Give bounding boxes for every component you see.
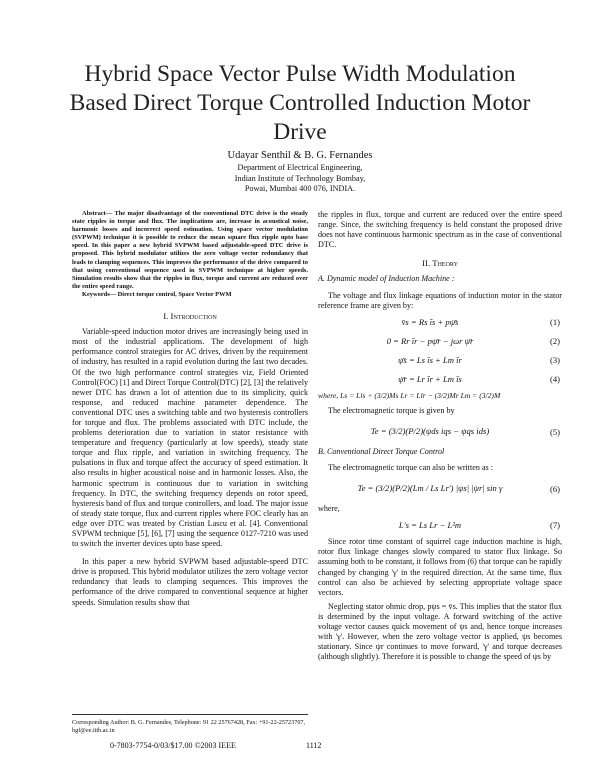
- affiliation-dept: Department of Electrical Engineering,: [237, 163, 363, 172]
- equation-4-body: ψ̄r = Lr īr + Lm īs: [398, 373, 462, 384]
- right-paragraph-1: the ripples in flux, torque and current are reduced over the entire speed range. Since, the switching frequency is held constant the proposed drive does not have continuous harmonic spectrum as in the case of conventional DTC.: [318, 210, 562, 250]
- equation-7: [318, 518, 562, 534]
- equation-5-body: Te = (3/2)(P/2)(ψds iqs − ψqs ids): [370, 425, 490, 436]
- equation-1-number: (1): [549, 316, 560, 327]
- section-heading-theory: II. Theory: [422, 258, 458, 269]
- keywords: Keywords— Direct torque control, Space Vector PWM: [82, 290, 232, 298]
- equation-2: [318, 334, 562, 350]
- footer-isbn: 0-7803-7754-0/03/$17.00 ©2003 IEEE: [110, 741, 236, 750]
- intro-paragraph-2: In this paper a new hybrid SVPWM based adjustable-speed DTC drive is proposed. This hybrid modulator utilizes the zero voltage vector redundancy that leads to clamping sequences. This improves the performance of the drive compared to conventional sequence at higher speeds. Simulation results show that: [72, 557, 308, 607]
- footnote: Corresponding Author: B. G. Fernandes, Telephone: 91 22 25767428, Fax: +91-22-25723707, bgf@ee.iitb.ac.in: [72, 714, 308, 735]
- dtc-intro: The electromagnetic torque can also be written as :: [328, 463, 493, 473]
- equation-1: [318, 315, 562, 331]
- subsection-heading-b: B. Conventional Direct Torque Control: [318, 446, 445, 456]
- right-column: [318, 210, 562, 666]
- equation-2-number: (2): [549, 335, 560, 346]
- equation-4: [318, 372, 562, 388]
- affiliation: [150, 163, 450, 195]
- where-label: where,: [318, 504, 340, 514]
- subsection-heading-a: A. Dynamic model of Induction Machine :: [318, 274, 455, 284]
- equation-2-body: 0 = Rr īr − pψ̄r − jωr ψ̄r: [386, 335, 474, 346]
- intro-paragraph-1: Variable-speed induction motor drives are increasingly being used in most of the industrial applications. The development of high performance control strategies for AC drives, driven by the requirement of industry, has resulted in a rapid evolution during the last two decades. Of the two high performance control strategies viz, Field Oriented Control(FOC) [1] and Direct Torque Control(DTC) [2], [3] the relatively newer DTC has drawn a lot of attention due to its simplicity, quick response, and reduced machine parameter dependence. The conventional DTC uses a switching table and two hysteresis controllers for torque and flux. The problems associated with DTC include, the problems deterioration due to variation in stator resistance with temperature and frequency (particularly at low speeds), steady state torque and flux ripple, and variation in switching frequency. The pulsations in flux and torque affect the accuracy of speed estimation. It also results in higher acoustical noise and in harmonic losses. Also, the harmonic spectrum is continuous due to variation in switching frequency. In DTC, the switching frequency depends on rotor speed, hysteresis band of flux and torque controllers, and load. The major issue of steady state torque, flux and current ripples where FOC clearly has an edge over DTC was treated by Cristian Lascu et al. [4]. Conventional SVPWM technique [5], [6], [7] using the sequence 0127-7210 was used to switch the inverter devices upto base speed.: [72, 327, 308, 549]
- equation-7-body: L′s = Ls Lr − L²m: [398, 520, 462, 531]
- equation-6-number: (6): [549, 484, 560, 495]
- authors: Udayar Senthil & B. G. Fernandes: [227, 150, 373, 161]
- equation-4-number: (4): [549, 373, 560, 384]
- affiliation-institute: Indian Institute of Technology Bombay,: [234, 173, 366, 183]
- left-column: [72, 210, 308, 612]
- equation-3-number: (3): [549, 354, 560, 365]
- theory-paragraph: The voltage and flux linkage equations of induction motor in the stator reference frame are given by:: [318, 290, 562, 310]
- affiliation-address: Powai, Mumbai 400 076, INDIA.: [244, 184, 356, 193]
- title-line-2: Based Direct Torque Controlled Induction Motor: [69, 90, 531, 116]
- equation-4-where: where, Ls = Lls + (3/2)Ms Lr = Llr − (3/2)Mr Lm = (3/2)M: [318, 390, 501, 400]
- title-line-3: Drive: [273, 119, 327, 145]
- equation-5: [318, 420, 562, 444]
- equation-1-body: v̄s = Rs īs + pψ̄s: [401, 316, 459, 327]
- right-paragraph-2: Since rotor time constant of squirrel cage induction machine is high, rotor flux linkage changes slowly compared to stator flux linkage. So assuming both to be constant, it follows from (6) that torque can be rapidly changed by changing 'γ' in the required direction. At the same time, flux control can also be achieved by selecting appropriate voltage space vectors.: [318, 537, 562, 597]
- equation-6: [318, 477, 562, 501]
- equation-6-body: Te = (3/2)(P/2)(Lm / Ls Lr′) |ψs| |ψr| sin γ: [357, 483, 503, 494]
- equation-7-number: (7): [549, 520, 560, 531]
- torque-intro: The electromagnetic torque is given by: [328, 405, 455, 415]
- title-line-1: Hybrid Space Vector Pulse Width Modulation: [84, 61, 516, 87]
- section-heading-introduction: I. Introduction: [163, 311, 217, 322]
- paper-title: [40, 60, 560, 147]
- right-paragraph-3: Neglecting stator ohmic drop, pψs = v̄s. This implies that the stator flux is determined by the input voltage. A forward switching of the active voltage vector causes quick movement of ψs and, hence torque increases with 'γ'. However, when the zero voltage vector is applied, ψs becomes stationary. Since ψr continues to move forward, 'γ' and torque decreases (although slightly). Therefore it is possible to change the speed of ψs by: [318, 601, 562, 662]
- equation-3: [318, 353, 562, 369]
- abstract: Abstract— The major disadvantage of the conventional DTC drive is the steady state ripples in torque and flux. The implications are, increase in acoustical noise, harmonic losses and incorrect speed estimation. Using space vector modulation (SVPWM) technique it is possible to reduce the mean square flux ripple upto base speed. In this paper a new hybrid SVPWM based adjustable-speed DTC drive is proposed. This hybrid modulator utilizes the zero voltage vector redundancy that leads to clamping sequences. This improves the performance of the drive compared to that using conventional sequence used in SVPWM technique at higher speeds. Simulation results show that the ripples in flux, torque and current are reduced over the entire speed range.: [72, 210, 308, 290]
- equation-5-number: (5): [549, 426, 560, 437]
- footer-page-number: 1112: [306, 741, 322, 750]
- equation-3-body: ψ̄s = Ls īs + Lm īr: [398, 354, 462, 365]
